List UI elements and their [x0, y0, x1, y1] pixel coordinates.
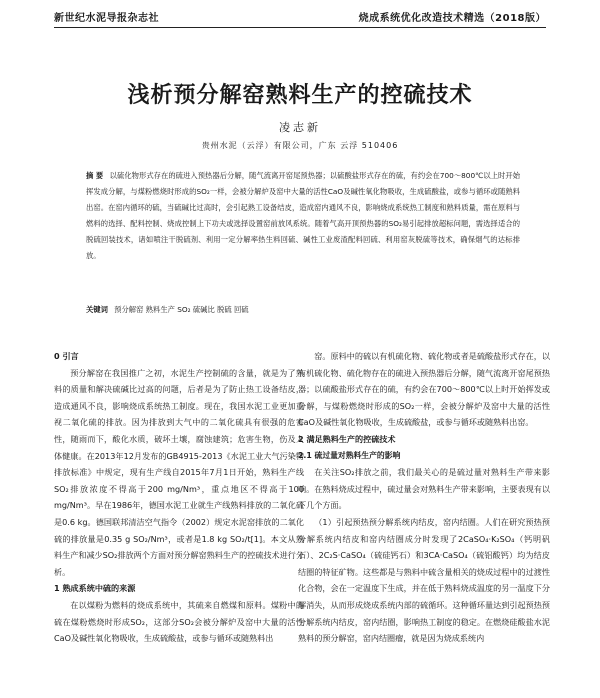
section-2-heading: 2 满足熟料生产的控硫技术	[298, 433, 396, 444]
keywords	[86, 303, 520, 317]
section-2-1-heading: 2.1 硫过量对熟料生产的影响	[298, 450, 401, 460]
section-2-1-paragraph: 在关注SO₂排放之前，我们最关心的是硫过量对熟料生产带来影响。在熟料烧成过程中，硫过量会对熟料生产带来影响，主要表现有以下几个方面。	[298, 467, 550, 511]
section-1-paragraph: 在以煤粉为燃料的烧成系统中，其硫来自燃煤和原料。煤粉中的硫在煤粉燃烧时形成SO₂，这部分SO₂会被分解炉及窑中大量的活性CaO及碱性氧化物吸收，生成硫酸盐，或参与循环或随熟料出	[54, 599, 304, 644]
article-author: 凌志新	[279, 121, 321, 134]
abstract-label: 摘 要	[86, 171, 104, 180]
section-2-1-item-1: （1）引起预热预分解系统内结皮，窑内结圈。人们在研究预热预分解系统内结皮和窑内结圈成分时发现了2CaSO₄·K₂SO₄（钙明矾石）、2C₂S·CaSO₄（硫硅钙石）和3CA·CaSO₄（硫铝酸钙）均为结皮结圈的特征矿物。这些都是与熟料中硫含量相关的烧成过程中的过渡性化合物，会在一定温度下生成，并在低于熟料烧成温度的另一温度下分解消失，从而形成烧成系统内部的硫循环。这种循环量达到引起预热预分解系统内结皮，窑内结圈，影响热工制度的稳定。在燃烧硅酸盐水泥熟料的预分解窑，窑内结圈瘤，就是因为烧成系统内	[298, 516, 550, 644]
right-column	[298, 348, 550, 647]
keywords-text: 预分解窑 熟料生产 SO₂ 硫碱比 脱硫 回硫	[114, 305, 249, 314]
article-affiliation: 贵州水泥（云浮）有限公司，广东 云浮 510406	[201, 141, 399, 150]
section-0-heading: 0 引言	[54, 351, 79, 361]
article-title: 浅析预分解窑熟料生产的控硫技术	[127, 82, 473, 108]
running-header	[54, 6, 546, 24]
abstract-text: 以硫化物形式存在的硫进入预热器后分解，随气流离开窑尾预热器；以硫酸盐形式存在的硫，有约会在700～800℃以上时开始挥发成分解，与煤粉燃烧时形成的SO₂一样，会被分解炉及窑中大量的活性CaO及碱性氧化物吸收，生成硫酸盐，或参与循环或随熟料出窑。在窑内循环的硫，当硫碱比过高时，会引起熟工设备结皮，造成窑内通风不良，影响烧成系统热工制度和熟料质量，需在原料与燃料的选择、配料控制、烧成控制上下功夫或选择设置窑前放风系统。随着气高开顶预热器的SO₂易引起排放超标问题，需选择适合的脱硫回装技术，诸如喷注干脱硫剂、利用一定分解率热生料回硫、碱性工业废渣配料回硫、利用窑灰脱硫等技术，确保烟气的达标排放。	[86, 171, 521, 260]
continued-paragraph: 窑。原料中的硫以有机硫化物、硫化物或者是硫酸盐形式存在，以有机硫化物、硫化物存在的硫进入预热器后分解，随气流离开窑尾预热器；以硫酸盐形式存在的硫，有约会在700～800℃以上时开始挥发或分解，与煤粉燃烧时形成的SO₂一样，会被分解炉及窑中大量的活性CaO及碱性氧化物吸收，生成硫酸盐，或参与循环或随熟料出窑。	[298, 351, 550, 428]
left-column	[54, 348, 304, 647]
keywords-label: 关键词	[86, 305, 108, 314]
section-0-paragraph: 预分解窑在我国推广之初，水泥生产控制硫的含量，就是为了熟料的质量和解决硫碱比过高的问题，后者是为了防止热工设备结皮，造成通风不良，影响烧成系统热工制度。现在，我国水泥工业更加重视二氧化硫的排放。因为排放到大气中的二氧化硫具有很强的危害性，随雨而下，酸化水质，破坏土壤，腐蚀建筑；危害生物，伤及人体健康。在2013年12月发布的GB4915-2013《水泥工业大气污染物排放标准》中规定，现有生产线自2015年7月1日开始，熟料生产线SO₂排放浓度不得高于200 mg/Nm³，重点地区不得高于100 mg/Nm³。早在1986年，德国水泥工业就生产线熟料排放的二氧化硫是0.6 kg。德国联邦清洁空气指令（2002）规定水泥窑排放的二氧化硫的排放量是0.35 g SO₂/Nm³，或者是1.8 kg SO₂/t[1]。本文从熟料生产和减少SO₂排放两个方面对预分解窑熟料生产的控硫技术进行分析。	[54, 367, 304, 577]
abstract	[86, 168, 520, 264]
section-1-heading: 1 熟成系统中硫的来源	[54, 583, 136, 594]
header-rule	[54, 27, 546, 28]
header-collection: 烧成系统优化改造技术精选（2018版）	[358, 13, 546, 24]
header-journal: 新世纪水泥导报杂志社	[54, 13, 159, 24]
